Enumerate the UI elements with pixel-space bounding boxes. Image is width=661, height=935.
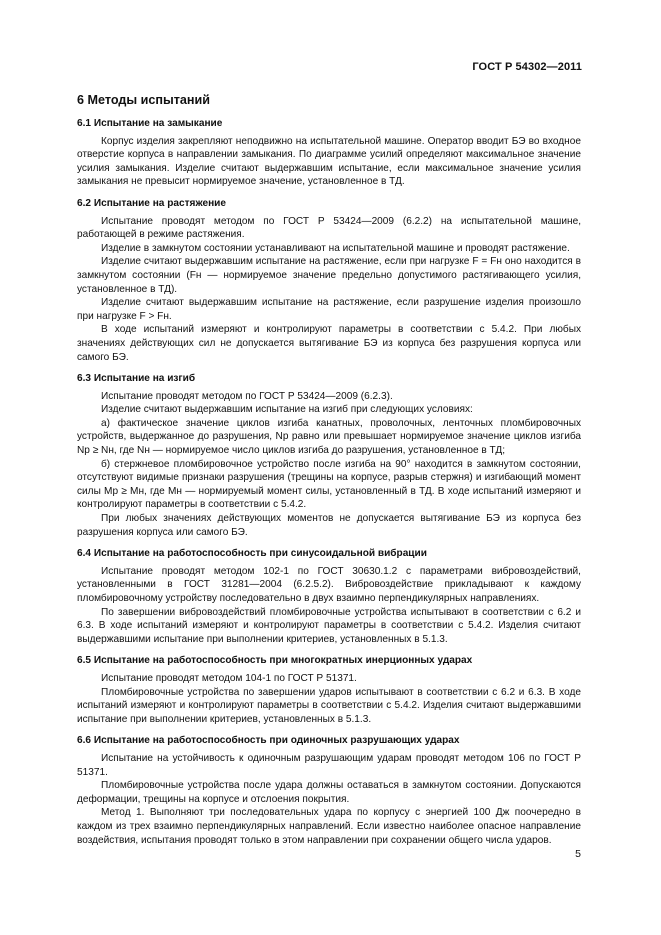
paragraph: В ходе испытаний измеряют и контролируют параметры в соответствии с 5.4.2. При любых значениях действующих сил не допускается вытягивание БЭ из корпуса без разрушения корпуса или самого БЭ. — [77, 324, 581, 363]
paragraph: Изделие считают выдержавшим испытание на растяжение, если разрушение изделия произошло при нагрузке F > Fн. — [77, 297, 581, 322]
subsection-title: 6.1 Испытание на замыкание — [77, 118, 223, 129]
list-item: а) фактическое значение циклов изгиба канатных, проволочных, ленточных пломбировочных устройств, выдержанное до разрушения, Nр равно или превышает нормируемое значение циклов изгиба Nр ≥ Nн, где Nн — нормируемое число циклов изгиба до разрушения, установленное в ТД; — [77, 417, 581, 457]
subsection-6-3 — [77, 372, 581, 539]
paragraph: Испытание проводят методом по ГОСТ Р 53424—2009 (6.2.3). — [101, 390, 393, 402]
paragraph: При любых значениях действующих моментов не допускается вытягивание БЭ из корпуса без разрушения корпуса или самого БЭ. — [77, 513, 581, 538]
subsection-title: 6.3 Испытание на изгиб — [77, 373, 196, 385]
document-id-header: ГОСТ Р 54302—2011 — [472, 61, 582, 73]
paragraph: Изделие в замкнутом состоянии устанавливают на испытательной машине и проводят растяжение. — [101, 242, 570, 254]
paragraph: Изделие считают выдержавшим испытание на изгиб при следующих условиях: — [101, 404, 473, 416]
subsection-title: 6.2 Испытание на растяжение — [77, 197, 226, 209]
subsection-6-1 — [77, 117, 581, 189]
paragraph: Испытание проводят методом по ГОСТ Р 53424—2009 (6.2.2) на испытательной машине, работающей в режиме растяжения. — [77, 215, 581, 241]
paragraph: По завершении вибровоздействий пломбировочные устройства испытывают в соответствии с 6.2 и 6.3. В ходе испытаний измеряют и контролируют параметры в соответствии с 5.4.2. Изделия считают выдержавшими испытание при выполнении критериев, установленных в 5.1.3. — [77, 606, 581, 645]
paragraph: Испытание на устойчивость к одиночным разрушающим ударам проводят методом 106 по ГОСТ Р 51371. — [77, 752, 581, 778]
paragraph: Пломбировочные устройства по завершении ударов испытывают в соответствии с 6.2 и 6.3. В ходе испытаний измеряют и контролируют параметры в соответствии с 5.4.2. Изделия считают выдержавшими испытание при выполнении критериев, установленных в 5.1.3. — [77, 686, 581, 725]
subsection-6-5 — [77, 654, 581, 726]
list-item: б) стержневое пломбировочное устройство после изгиба на 90° находится в замкнутом состоянии, отсутствуют видимые признаки разрушения (трещины на корпусе, разрыв стержня) и изгибающий момент силы Mр ≥ Mн, где Mн — нормируемый момент силы, установленный в ТД. В ходе испытаний измеряют и контролируют параметры в соответствии с 5.4.2. — [77, 458, 581, 511]
subsection-title: 6.5 Испытание на работоспособность при многократных инерционных ударах — [77, 655, 473, 667]
paragraph: Изделие считают выдержавшим испытание на растяжение, если при нагрузке F = Fн оно находится в замкнутом состоянии (Fн — нормируемое значение предельно допустимого растягивающего усилия, установленное в ТД). — [77, 256, 581, 295]
subsection-6-2 — [77, 197, 581, 364]
paragraph: Корпус изделия закрепляют неподвижно на испытательной машине. Оператор вводит БЭ во входное отверстие корпуса в направлении замыкания. По диаграмме усилий определяют максимальное значение усилия замыкания. Изделие считают выдержавшим испытание, если максимальное значение усилия замыкания не превысит нормируемое значение, установленное в ТД. — [77, 135, 581, 188]
paragraph: Метод 1. Выполняют три последовательных удара по корпусу с энергией 100 Дж поочередно в каждом из трех взаимно перпендикулярных направлений. Если известно наиболее опасное направление воздействия, испытания проводят только в этом направлении при сохранении общего числа ударов. — [77, 807, 581, 846]
subsection-title: 6.4 Испытание на работоспособность при синусоидальной вибрации — [77, 548, 427, 560]
page-number: 5 — [575, 848, 581, 860]
section-title: 6 Методы испытаний — [77, 93, 210, 107]
subsection-6-4 — [77, 547, 581, 646]
subsection-6-6 — [77, 734, 581, 847]
paragraph: Испытание проводят методом 102-1 по ГОСТ 30630.1.2 с параметрами вибровоздействий, установленными в ГОСТ 31281—2004 (6.2.5.2). Вибровоздействие прикладывают к каждому пломбировочному устройству последовательно в двух взаимно перпендикулярных направлениях. — [77, 565, 581, 604]
paragraph: Испытание проводят методом 104-1 по ГОСТ Р 51371. — [101, 672, 357, 684]
document-body — [77, 93, 581, 847]
subsection-title: 6.6 Испытание на работоспособность при одиночных разрушающих ударах — [77, 735, 460, 747]
paragraph: Пломбировочные устройства после удара должны оставаться в замкнутом состоянии. Допускаются деформации, трещины на корпусе и отслоения покрытия. — [77, 780, 581, 805]
